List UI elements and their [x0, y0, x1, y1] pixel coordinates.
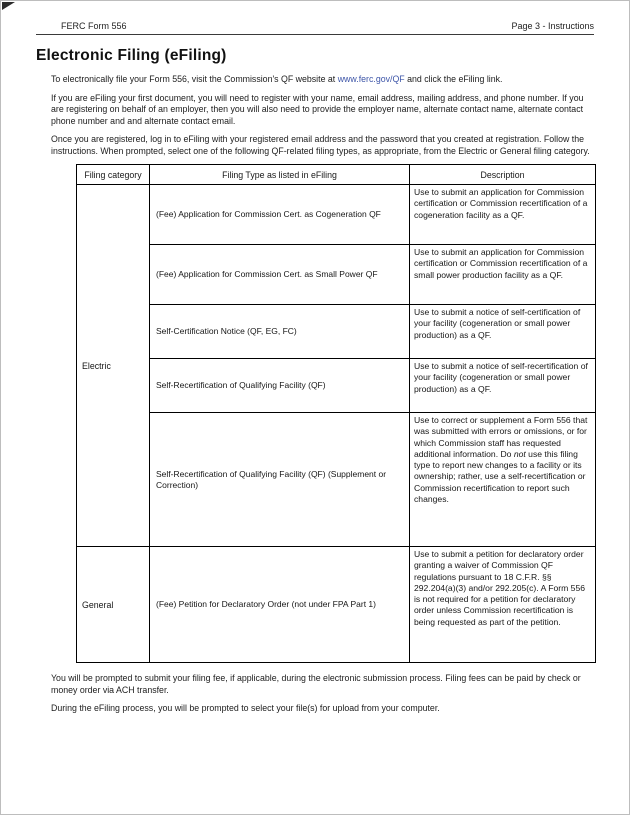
column-header-filing-category: Filing category	[77, 165, 150, 185]
table-row	[77, 547, 596, 663]
description-cell: Use to submit a notice of self-certification of your facility (cogeneration or small power production) as a QF.	[410, 305, 596, 359]
ferc-qf-website-link[interactable]: www.ferc.gov/QF	[337, 74, 405, 84]
filing-type-cell: (Fee) Application for Commission Cert. as Cogeneration QF	[150, 185, 410, 245]
filing-type-cell: (Fee) Application for Commission Cert. as Small Power QF	[150, 245, 410, 305]
header-form-name: FERC Form 556	[61, 21, 127, 31]
description-cell: Use to submit a notice of self-recertification of your facility (cogeneration or small power production) as a QF.	[410, 359, 596, 413]
paragraph-text: To electronically file your Form 556, visit the Commission's QF website at	[51, 74, 338, 84]
category-cell-general: General	[77, 547, 150, 663]
table-row	[77, 185, 596, 245]
table-row	[77, 359, 596, 413]
table-row	[77, 245, 596, 305]
description-cell: Use to submit an application for Commission certification or Commission recertification of a cogeneration facility as a QF.	[410, 185, 596, 245]
table-header-row	[77, 165, 596, 185]
page-header	[36, 21, 594, 31]
category-cell-electric: Electric	[77, 185, 150, 547]
table-row	[77, 305, 596, 359]
filing-type-cell: Self-Certification Notice (QF, EG, FC)	[150, 305, 410, 359]
table-row	[77, 413, 596, 547]
description-cell: Use to submit a petition for declaratory order granting a waiver of Commission QF regulations pursuant to 18 C.F.R. §§ 292.204(a)(3) and/or 292.205(c). A Form 556 is not required for a petition for declaratory order unless Commission recertification is being requested as part of the petition.	[410, 547, 596, 663]
description-text: Use to correct or supplement a Form 556 that was submitted with errors or omissions, or for which Commission staff has requested additional information. Do	[414, 415, 588, 459]
column-header-description: Description	[410, 165, 596, 185]
description-emphasis: not	[513, 448, 526, 459]
paragraph-registration: If you are eFiling your first document, you will need to register with your name, email address, mailing address, and phone number. If you are registering on behalf of an employer, then you will also need to provide the employer name, alternate contact name, alternate contact phone number and and alternate contact email.	[51, 92, 584, 126]
description-cell: Use to submit an application for Commission certification or Commission recertification of a small power production facility as a QF.	[410, 245, 596, 305]
paragraph-file-upload: During the eFiling process, you will be prompted to select your file(s) for upload from your computer.	[51, 703, 440, 713]
filing-type-cell: (Fee) Petition for Declaratory Order (not under FPA Part 1)	[150, 547, 410, 663]
filing-type-cell: Self-Recertification of Qualifying Facility (QF)	[150, 359, 410, 413]
paragraph-filing-fee: You will be prompted to submit your filing fee, if applicable, during the electronic submission process. Filing fees can be paid by check or money order via ACH transfer.	[51, 673, 581, 695]
description-text: use this filing type to report new changes to a facility or its ownership; rather, use a self-recertification or Commission recertification to report such changes.	[414, 448, 586, 505]
column-header-filing-type: Filing Type as listed in eFiling	[150, 165, 410, 185]
description-cell	[410, 413, 596, 547]
filing-types-table	[76, 164, 596, 663]
scan-corner-mark	[2, 2, 15, 10]
page-title: Electronic Filing (eFiling)	[36, 47, 227, 64]
header-divider	[36, 34, 594, 35]
paragraph-efiling-intro	[51, 74, 594, 86]
paragraph-login-instructions: Once you are registered, log in to eFiling with your registered email address and the password that you created at registration. Follow the instructions. When prompted, select one of the following QF-related filing types, as appropriate, from the Electric or General filing category.	[51, 134, 590, 156]
paragraph-text: and click the eFiling link.	[404, 74, 503, 84]
header-page-label: Page 3 - Instructions	[511, 21, 594, 31]
filing-type-cell: Self-Recertification of Qualifying Facility (QF) (Supplement or Correction)	[150, 413, 410, 547]
